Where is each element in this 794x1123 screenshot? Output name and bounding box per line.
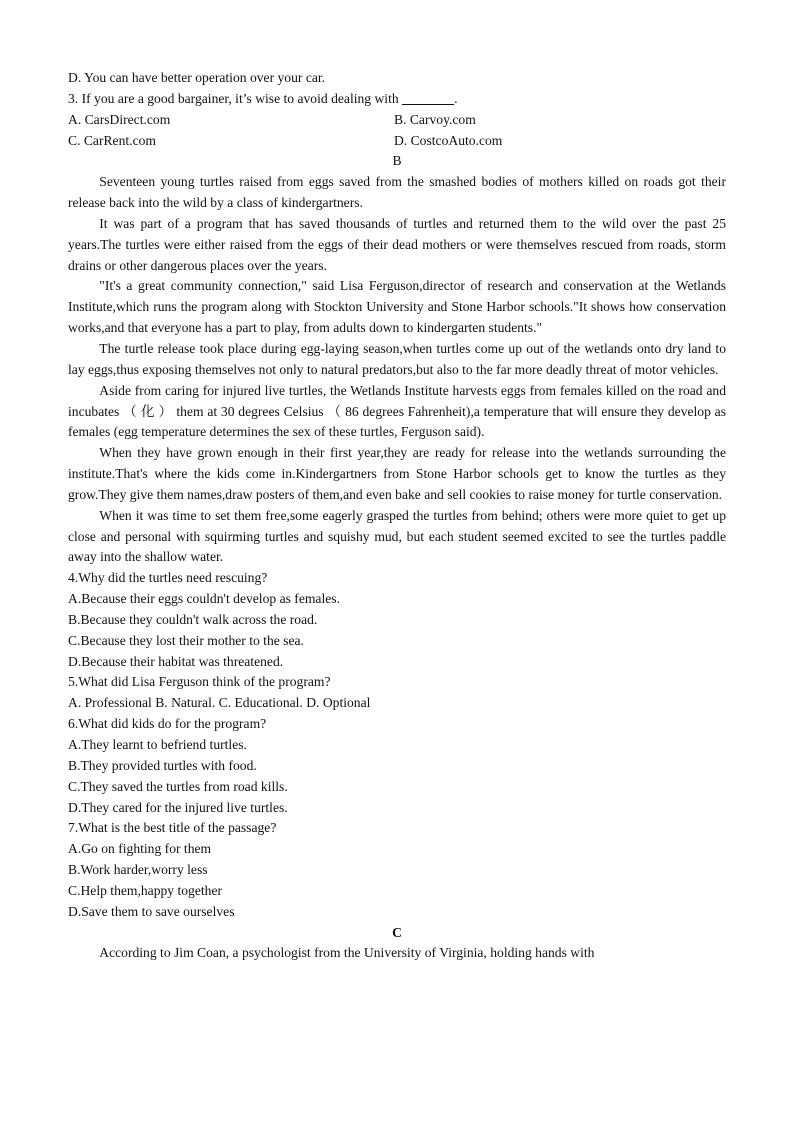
question-7-option-b: B.Work harder,worry less	[68, 862, 208, 878]
question-6-stem: 6.What did kids do for the program?	[68, 716, 267, 732]
question-7-option-c: C.Help them,happy together	[68, 882, 223, 898]
passage-c-paragraph: According to Jim Coan, a psychologist from the University of Virginia, holding hands with	[99, 945, 595, 961]
question-4-option-b: B.Because they couldn't walk across the road.	[68, 611, 318, 627]
q3-stem	[68, 89, 726, 110]
question-6-option-b: B.They provided turtles with food.	[68, 757, 257, 773]
question-7-stem: 7.What is the best title of the passage?	[68, 820, 277, 836]
answer-blank	[402, 90, 454, 105]
passage-b-paragraph: The turtle release took place during egg-laying season,when turtles come up out of the wetlands onto dry land to lay eggs,thus exposing themselves not only to natural predators,but also to the far more deadly threat of motor vehicles.	[68, 340, 726, 377]
passage-b-paragraph: When they have grown enough in their first year,they are ready for release into the wetlands surrounding the institute.That's where the kids come in.Kindergartners from Stone Harbor schools get to know the turtles as they grow.They give them names,draw posters of them,and even bake and sell cookies to raise money for turtle conservation.	[68, 445, 726, 502]
passage-b-paragraph: Aside from caring for injured live turtles, the Wetlands Institute harvests eggs from females killed on the road and incubates （ 化 ） them at 30 degrees Celsius （ 86 degrees Fahrenheit),a temperature that will ensure they develop as females (egg temperature determines the sex of these turtles, Ferguson said).	[68, 382, 726, 440]
question-7-option-a: A.Go on fighting for them	[68, 841, 212, 857]
document-page	[68, 68, 726, 964]
q3-option-a: A. CarsDirect.com	[68, 111, 171, 127]
question-6-option-c: C.They saved the turtles from road kills.	[68, 778, 288, 794]
q2-option-d: D. You can have better operation over your car.	[68, 70, 326, 85]
question-4-option-a: A.Because their eggs couldn't develop as females.	[68, 591, 340, 607]
question-5-stem: 5.What did Lisa Ferguson think of the program?	[68, 674, 331, 690]
section-heading-b: B	[392, 153, 402, 169]
question-5-options: A. Professional B. Natural. C. Educational. D. Optional	[68, 695, 371, 711]
question-6-option-d: D.They cared for the injured live turtles.	[68, 799, 288, 815]
q3-stem-end: .	[454, 90, 458, 106]
passage-b-paragraph: When it was time to set them free,some eagerly grasped the turtles from behind; others were more quiet to get up close and personal with squirming turtles and squishy mud, but each student seemed excited to see the turtles paddle away into the shallow water.	[68, 507, 726, 565]
q3-options-row-1	[68, 110, 726, 131]
section-heading-c: C	[392, 924, 402, 940]
passage-b-paragraph: "It's a great community connection," said Lisa Ferguson,director of research and conservation at the Wetlands Institute,which runs the program along with Stockton University and Stone Harbor schools."It shows how conservation works,and that everyone has a part to play, from adults down to kindergarten students."	[68, 278, 726, 336]
passage-b-paragraph: Seventeen young turtles raised from eggs saved from the smashed bodies of mothers killed on roads got their release back into the wild by a class of kindergartners.	[68, 174, 726, 211]
question-6-option-a: A.They learnt to befriend turtles.	[68, 737, 247, 752]
question-4-option-c: C.Because they lost their mother to the sea.	[68, 632, 304, 648]
q3-option-c: C. CarRent.com	[68, 132, 156, 148]
q3-options-row-2	[68, 131, 726, 152]
q3-stem-text: 3. If you are a good bargainer, it’s wise to avoid dealing with	[68, 90, 399, 106]
question-4-stem: 4.Why did the turtles need rescuing?	[68, 570, 268, 586]
question-7-option-d: D.Save them to save ourselves	[68, 903, 235, 919]
passage-b-paragraph: It was part of a program that has saved thousands of turtles and returned them to the wild over the past 25 years.The turtles were either raised from the eggs of their dead mothers or were themselves rescued from roads, storm drains or other dangerous places over the years.	[68, 215, 726, 273]
question-4-option-d: D.Because their habitat was threatened.	[68, 653, 284, 669]
q3-option-d: D. CostcoAuto.com	[394, 132, 503, 148]
q3-option-b: B. Carvoy.com	[394, 111, 476, 127]
